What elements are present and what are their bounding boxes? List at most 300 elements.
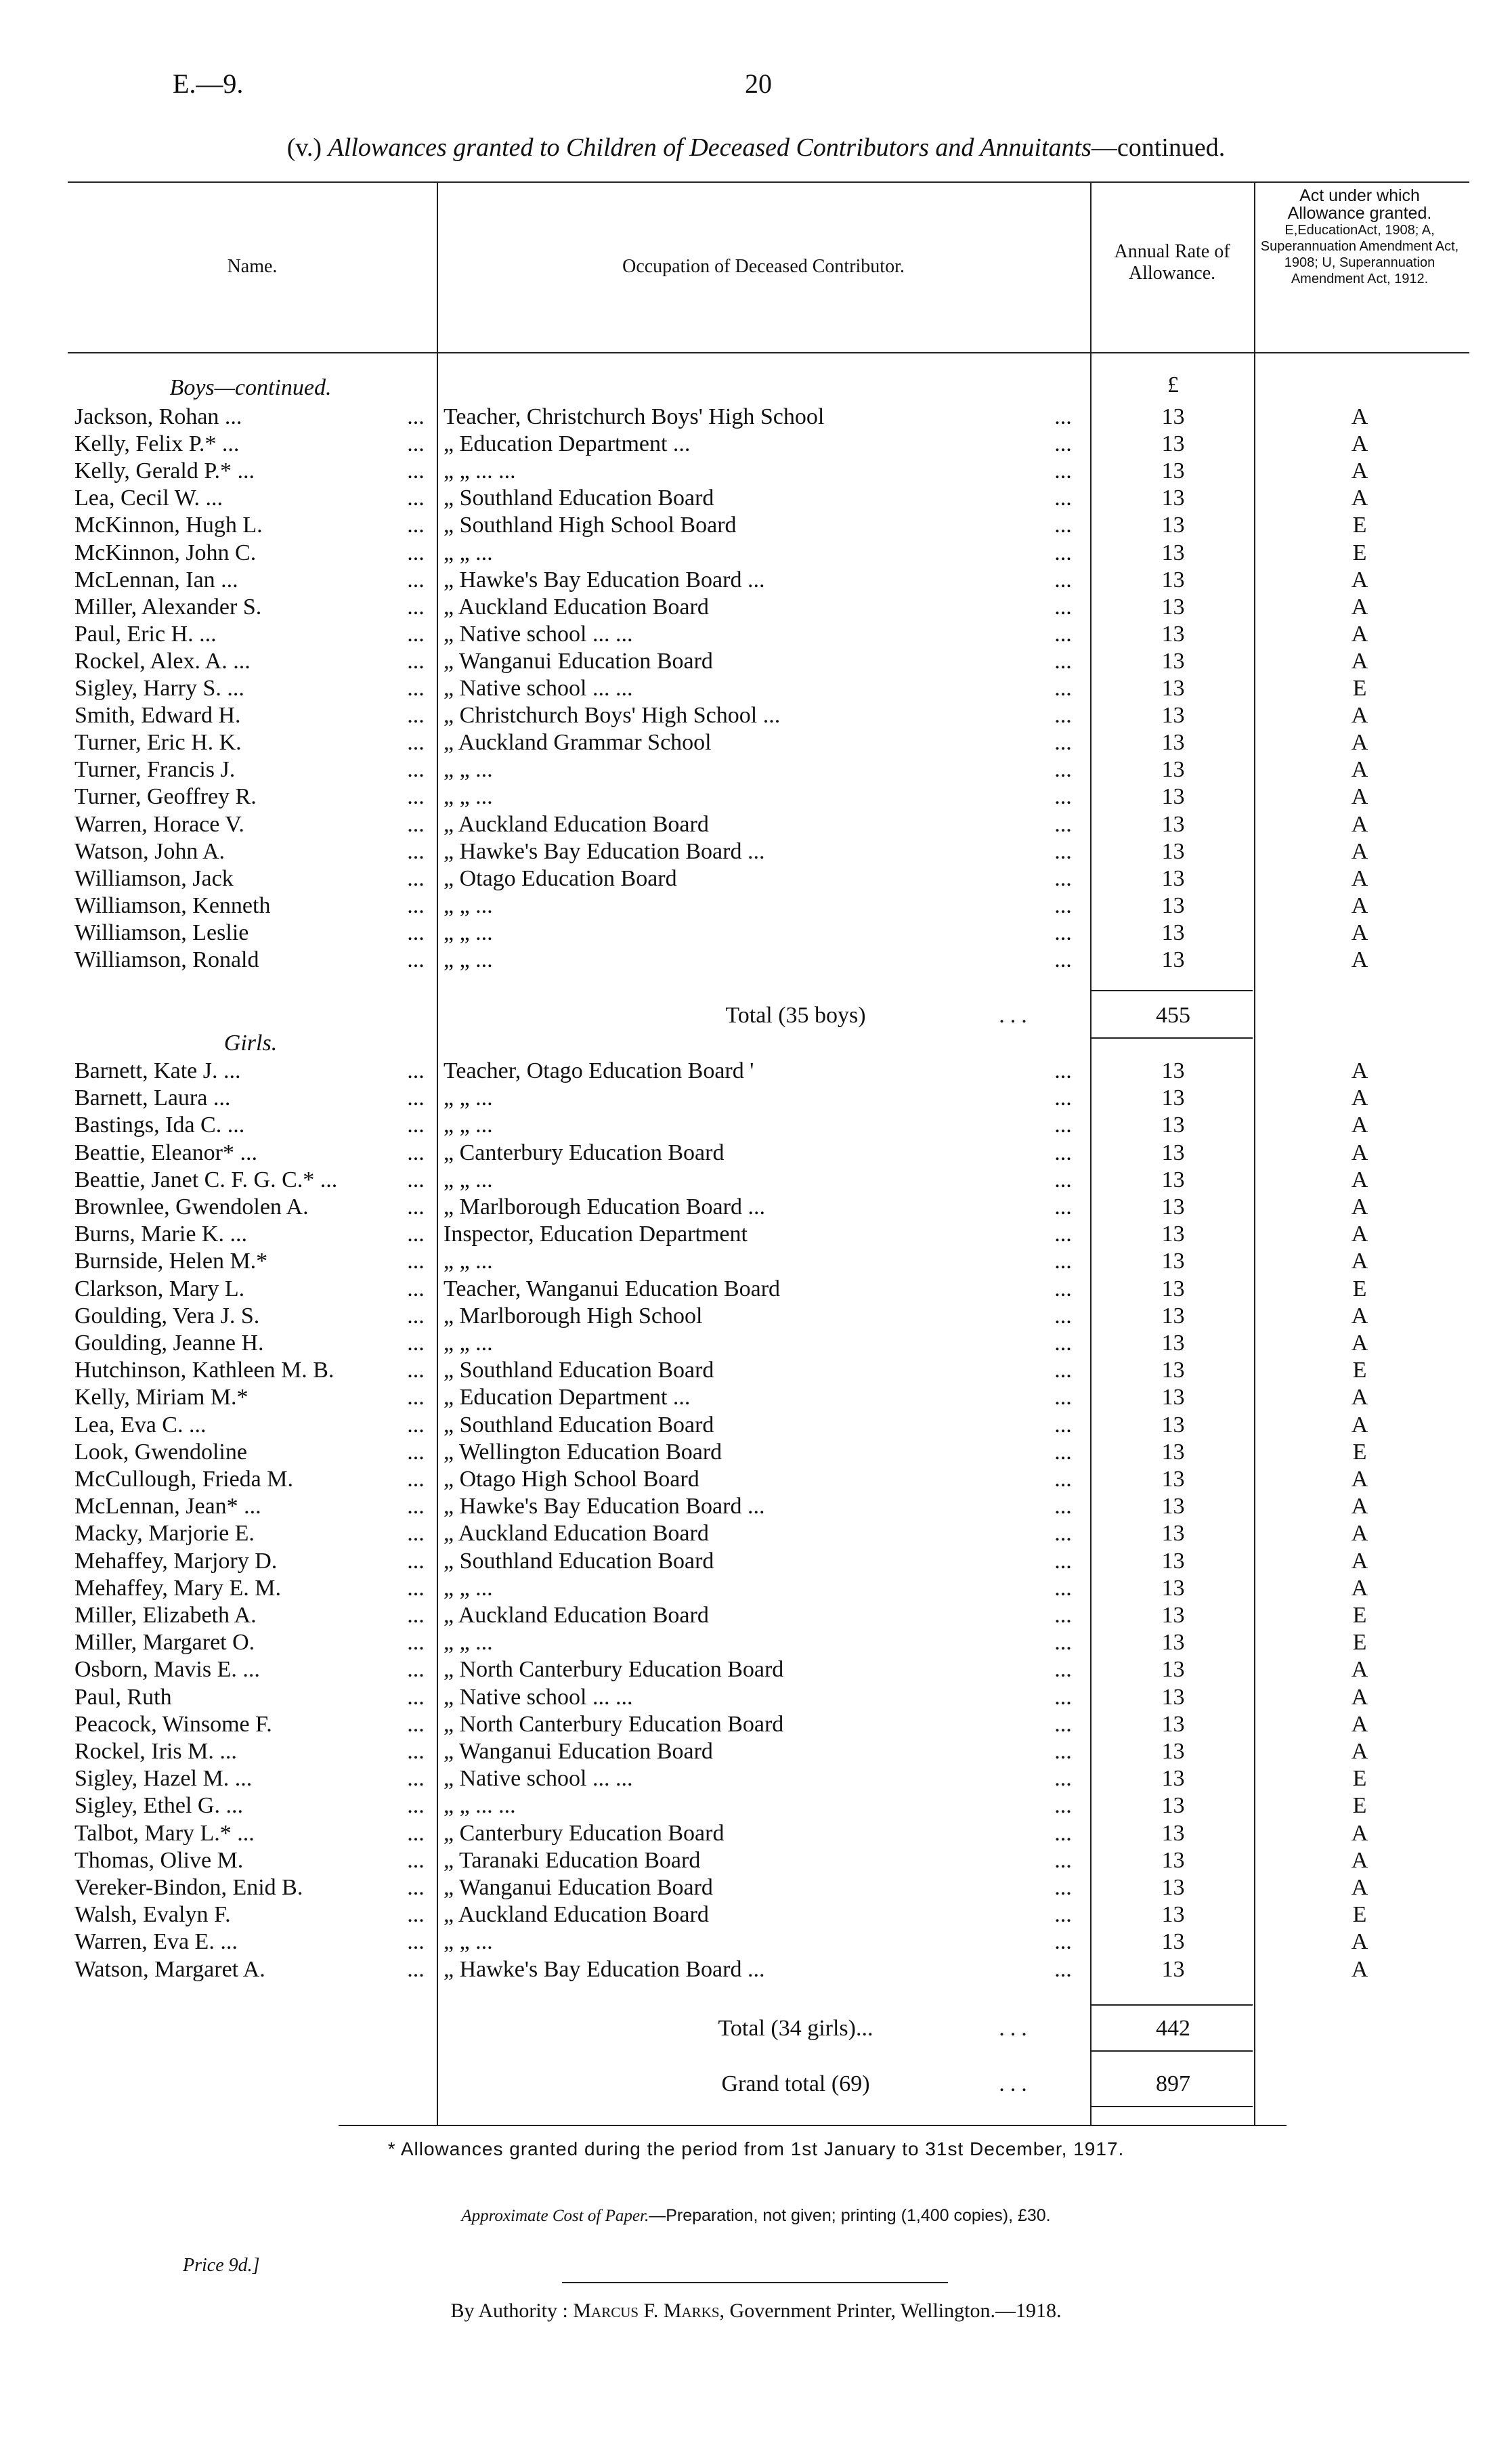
- act-cell: A: [1351, 920, 1368, 945]
- name-cell: Warren, Eva E. ...: [74, 1929, 238, 1955]
- act-cell: A: [1351, 1575, 1368, 1601]
- name-leader-dots: ...: [407, 431, 425, 457]
- occupation-leader-dots: ...: [1054, 1820, 1072, 1846]
- name-leader-dots: ...: [407, 1276, 425, 1301]
- rate-cell: 13: [1161, 757, 1185, 783]
- name-leader-dots: ...: [407, 1140, 425, 1165]
- rate-header-line1: Annual Rate of: [1114, 241, 1230, 262]
- table-row: [0, 1520, 1512, 1547]
- act-cell: A: [1351, 838, 1368, 864]
- rate-cell: 13: [1161, 1684, 1185, 1710]
- name-cell: Miller, Margaret O.: [74, 1630, 255, 1656]
- name-cell: Kelly, Gerald P.* ...: [74, 458, 255, 484]
- occupation-cell: „ Southland High School Board: [444, 513, 737, 538]
- rate-cell: 13: [1161, 1494, 1185, 1519]
- table-row: [0, 1548, 1512, 1575]
- table-row: [0, 1330, 1512, 1357]
- occupation-leader-dots: ...: [1054, 892, 1072, 918]
- occupation-cell: „ Taranaki Education Board: [444, 1847, 701, 1873]
- name-leader-dots: ...: [407, 1521, 425, 1547]
- table-row: [0, 702, 1512, 729]
- name-leader-dots: ...: [407, 1820, 425, 1846]
- rate-cell: 13: [1161, 1358, 1185, 1383]
- occupation-leader-dots: ...: [1054, 485, 1072, 511]
- occupation-leader-dots: ...: [1054, 1929, 1072, 1955]
- table-row: [0, 920, 1512, 947]
- grand-total-row: [0, 2069, 1512, 2099]
- name-leader-dots: ...: [407, 1412, 425, 1438]
- act-cell: A: [1351, 757, 1368, 783]
- column-header-act: [1258, 187, 1461, 287]
- occupation-leader-dots: ...: [1054, 811, 1072, 837]
- occupation-leader-dots: ...: [1054, 567, 1072, 592]
- table-row: [0, 621, 1512, 648]
- rate-cell: 13: [1161, 730, 1185, 756]
- rate-cell: 13: [1161, 1793, 1185, 1819]
- rate-cell: 13: [1161, 865, 1185, 891]
- name-leader-dots: ...: [407, 1766, 425, 1792]
- occupation-leader-dots: ...: [1054, 513, 1072, 538]
- occupation-cell: „ „ ... ...: [444, 1793, 516, 1819]
- rate-cell: 13: [1161, 1331, 1185, 1356]
- page-number: 20: [745, 68, 772, 99]
- occupation-leader-dots: ...: [1054, 1058, 1072, 1083]
- occupation-cell: „ „ ...: [444, 892, 493, 918]
- occupation-leader-dots: ...: [1054, 1603, 1072, 1628]
- occupation-leader-dots: ...: [1054, 1548, 1072, 1574]
- rate-cell: 13: [1161, 1575, 1185, 1601]
- name-cell: Kelly, Miriam M.*: [74, 1385, 249, 1410]
- occupation-leader-dots: ...: [1054, 1194, 1072, 1220]
- act-cell: A: [1351, 1249, 1368, 1274]
- table-row: [0, 1085, 1512, 1112]
- occupation-cell: „ „ ...: [444, 540, 493, 565]
- table-row: [0, 1901, 1512, 1928]
- table-row: [0, 811, 1512, 838]
- table-row: [0, 1058, 1512, 1085]
- act-cell: A: [1351, 1385, 1368, 1410]
- occupation-cell: „ Auckland Education Board: [444, 1521, 709, 1547]
- occupation-cell: „ Marlborough Education Board ...: [444, 1194, 765, 1220]
- act-cell: E: [1352, 1766, 1367, 1792]
- name-leader-dots: ...: [407, 1222, 425, 1247]
- act-cell: E: [1352, 540, 1367, 565]
- occupation-leader-dots: ...: [1054, 1303, 1072, 1329]
- name-leader-dots: ...: [407, 1058, 425, 1083]
- occupation-cell: „ Canterbury Education Board: [444, 1140, 725, 1165]
- occupation-cell: „ Southland Education Board: [444, 485, 714, 511]
- name-cell: McKinnon, Hugh L.: [74, 513, 263, 538]
- table-row: [0, 431, 1512, 458]
- rate-cell: 13: [1161, 1385, 1185, 1410]
- occupation-cell: „ Southland Education Board: [444, 1358, 714, 1383]
- act-cell: A: [1351, 730, 1368, 756]
- title-prefix: (v.): [286, 133, 322, 162]
- rate-cell: 13: [1161, 540, 1185, 565]
- table-row: [0, 1629, 1512, 1656]
- rate-cell: 13: [1161, 1630, 1185, 1656]
- act-cell: A: [1351, 594, 1368, 620]
- name-cell: Lea, Cecil W. ...: [74, 485, 223, 511]
- table-row: [0, 1493, 1512, 1520]
- table-row: [0, 1439, 1512, 1466]
- document-reference: E.—9.: [173, 68, 244, 99]
- table-row: [0, 1140, 1512, 1167]
- name-cell: Miller, Alexander S.: [74, 594, 262, 620]
- name-leader-dots: ...: [407, 811, 425, 837]
- name-leader-dots: ...: [407, 1303, 425, 1329]
- name-cell: Brownlee, Gwendolen A.: [74, 1194, 309, 1220]
- rate-cell: 13: [1161, 1085, 1185, 1111]
- footnote: * Allowances granted during the period from 1st January to 31st December, 1917.: [387, 2138, 1125, 2159]
- rate-cell: 13: [1161, 485, 1185, 511]
- rate-header-line2: Allowance.: [1128, 263, 1216, 284]
- act-cell: A: [1351, 784, 1368, 810]
- occupation-leader-dots: ...: [1054, 1412, 1072, 1438]
- act-cell: A: [1351, 1085, 1368, 1111]
- act-cell: A: [1351, 1521, 1368, 1547]
- name-leader-dots: ...: [407, 1739, 425, 1764]
- rate-cell: 13: [1161, 703, 1185, 729]
- name-leader-dots: ...: [407, 1331, 425, 1356]
- name-cell: Paul, Ruth: [74, 1684, 172, 1710]
- name-cell: Peacock, Winsome F.: [74, 1711, 272, 1737]
- occupation-cell: „ Native school ... ...: [444, 1766, 633, 1792]
- rate-cell: 13: [1161, 621, 1185, 647]
- table-row: [0, 1412, 1512, 1439]
- act-cell: A: [1351, 1929, 1368, 1955]
- act-cell: A: [1351, 485, 1368, 511]
- name-leader-dots: ...: [407, 1793, 425, 1819]
- act-cell: A: [1351, 811, 1368, 837]
- column-header-name: Name.: [227, 256, 278, 277]
- rate-cell: 13: [1161, 1847, 1185, 1873]
- table-row: [0, 485, 1512, 512]
- rate-cell: 13: [1161, 1249, 1185, 1274]
- name-leader-dots: ...: [407, 838, 425, 864]
- name-leader-dots: ...: [407, 621, 425, 647]
- occupation-cell: „ „ ...: [444, 947, 493, 972]
- name-cell: Rockel, Alex. A. ...: [74, 648, 251, 674]
- occupation-leader-dots: ...: [1054, 1140, 1072, 1165]
- occupation-leader-dots: ...: [1054, 1494, 1072, 1519]
- name-cell: Miller, Elizabeth A.: [74, 1603, 257, 1628]
- name-cell: Jackson, Rohan ...: [74, 404, 242, 429]
- name-leader-dots: ...: [407, 513, 425, 538]
- name-cell: McLennan, Jean* ...: [74, 1494, 261, 1519]
- rate-cell: 13: [1161, 458, 1185, 484]
- rate-cell: 13: [1161, 1276, 1185, 1301]
- name-leader-dots: ...: [407, 594, 425, 620]
- occupation-cell: „ Southland Education Board: [444, 1412, 714, 1438]
- table-row: [0, 1466, 1512, 1493]
- occupation-cell: „ „ ... ...: [444, 458, 516, 484]
- occupation-leader-dots: ...: [1054, 1847, 1072, 1873]
- act-cell: E: [1352, 1793, 1367, 1819]
- occupation-cell: „ Otago Education Board: [444, 865, 677, 891]
- act-cell: A: [1351, 1657, 1368, 1683]
- rate-cell: 13: [1161, 567, 1185, 592]
- occupation-cell: „ Southland Education Board: [444, 1548, 714, 1574]
- name-cell: Goulding, Jeanne H.: [74, 1331, 264, 1356]
- occupation-cell: „ Auckland Education Board: [444, 811, 709, 837]
- occupation-cell: Inspector, Education Department: [444, 1222, 748, 1247]
- table-title: [0, 133, 1512, 163]
- total-dots: ...: [999, 1003, 1033, 1028]
- occupation-leader-dots: ...: [1054, 1902, 1072, 1928]
- occupation-leader-dots: ...: [1054, 404, 1072, 429]
- table-row: [0, 947, 1512, 974]
- name-leader-dots: ...: [407, 404, 425, 429]
- name-cell: Sigley, Hazel M. ...: [74, 1766, 253, 1792]
- act-cell: A: [1351, 865, 1368, 891]
- cost-note-label: Approximate Cost of Paper.: [461, 2207, 649, 2225]
- occupation-cell: Teacher, Wanganui Education Board: [444, 1276, 781, 1301]
- occupation-cell: „ Christchurch Boys' High School ...: [444, 703, 781, 729]
- table-row: [0, 1847, 1512, 1874]
- name-leader-dots: ...: [407, 703, 425, 729]
- girls-total-row: [0, 2014, 1512, 2044]
- occupation-cell: „ „ ...: [444, 1929, 493, 1955]
- occupation-cell: „ Wanganui Education Board: [444, 1875, 713, 1900]
- rate-cell: 13: [1161, 1439, 1185, 1465]
- rate-cell: 13: [1161, 594, 1185, 620]
- rate-cell: 13: [1161, 1140, 1185, 1165]
- rate-cell: 13: [1161, 1412, 1185, 1438]
- table-row: [0, 838, 1512, 865]
- occupation-leader-dots: ...: [1054, 1113, 1072, 1138]
- occupation-cell: „ „ ...: [444, 1630, 493, 1656]
- occupation-cell: „ „ ...: [444, 1249, 493, 1274]
- act-cell: A: [1351, 1847, 1368, 1873]
- name-cell: Bastings, Ida C. ...: [74, 1113, 245, 1138]
- rate-cell: 13: [1161, 1113, 1185, 1138]
- grand-total-label: Grand total (69): [721, 2071, 870, 2096]
- occupation-leader-dots: ...: [1054, 1956, 1072, 1982]
- rate-cell: 13: [1161, 431, 1185, 457]
- girls-total-label: Total (34 girls)...: [718, 2016, 873, 2041]
- name-cell: Turner, Geoffrey R.: [74, 784, 257, 810]
- occupation-leader-dots: ...: [1054, 920, 1072, 945]
- occupation-cell: „ „ ...: [444, 920, 493, 945]
- name-cell: Sigley, Harry S. ...: [74, 676, 244, 701]
- name-cell: Kelly, Felix P.* ...: [74, 431, 240, 457]
- occupation-leader-dots: ...: [1054, 1167, 1072, 1192]
- name-cell: Sigley, Ethel G. ...: [74, 1793, 243, 1819]
- occupation-cell: „ Wanganui Education Board: [444, 648, 713, 674]
- act-cell: E: [1352, 1603, 1367, 1628]
- name-leader-dots: ...: [407, 1085, 425, 1111]
- act-cell: A: [1351, 1684, 1368, 1710]
- name-leader-dots: ...: [407, 1439, 425, 1465]
- occupation-leader-dots: ...: [1054, 1739, 1072, 1764]
- act-legend: E,EducationAct, 1908; A, Superannuation Amendment Act, 1908; U, Superannuation Amendment Act, 1912.: [1260, 223, 1459, 286]
- rate-cell: 13: [1161, 1739, 1185, 1764]
- act-cell: A: [1351, 567, 1368, 592]
- table-row: [0, 783, 1512, 811]
- name-cell: McLennan, Ian ...: [74, 567, 238, 592]
- rate-cell: 13: [1161, 1711, 1185, 1737]
- name-cell: Barnett, Kate J. ...: [74, 1058, 241, 1083]
- authority-suffix: , Government Printer, Wellington.—1918.: [719, 2300, 1062, 2322]
- name-leader-dots: ...: [407, 1657, 425, 1683]
- name-cell: McCullough, Frieda M.: [74, 1467, 293, 1492]
- name-leader-dots: ...: [407, 1902, 425, 1928]
- girls-total-rule-top: [1092, 2004, 1253, 2006]
- occupation-cell: „ Auckland Education Board: [444, 594, 709, 620]
- title-suffix: —continued.: [1091, 133, 1226, 162]
- rate-cell: 13: [1161, 404, 1185, 429]
- table-row: [0, 892, 1512, 920]
- name-cell: Burnside, Helen M.*: [74, 1249, 268, 1274]
- occupation-leader-dots: ...: [1054, 1766, 1072, 1792]
- name-cell: Warren, Horace V.: [74, 811, 244, 837]
- act-header-line2: Allowance granted.: [1287, 204, 1432, 223]
- name-cell: Turner, Eric H. K.: [74, 730, 242, 756]
- name-leader-dots: ...: [407, 730, 425, 756]
- occupation-cell: „ „ ...: [444, 1331, 493, 1356]
- occupation-leader-dots: ...: [1054, 1711, 1072, 1737]
- column-header-occupation: Occupation of Deceased Contributor.: [622, 256, 905, 277]
- name-cell: Beattie, Eleanor* ...: [74, 1140, 258, 1165]
- act-cell: A: [1351, 1711, 1368, 1737]
- grand-total-rule-bottom: [1092, 2106, 1253, 2107]
- rate-cell: 13: [1161, 892, 1185, 918]
- occupation-leader-dots: ...: [1054, 1385, 1072, 1410]
- occupation-leader-dots: ...: [1054, 1684, 1072, 1710]
- rate-cell: 13: [1161, 1058, 1185, 1083]
- occupation-leader-dots: ...: [1054, 1657, 1072, 1683]
- table-row: [0, 1248, 1512, 1275]
- occupation-leader-dots: ...: [1054, 1630, 1072, 1656]
- occupation-leader-dots: ...: [1054, 1276, 1072, 1301]
- name-cell: Williamson, Jack: [74, 865, 234, 891]
- act-cell: A: [1351, 1167, 1368, 1192]
- name-cell: Vereker-Bindon, Enid B.: [74, 1875, 303, 1900]
- table-row: [0, 1194, 1512, 1221]
- page-header: [0, 68, 1512, 108]
- rate-cell: 13: [1161, 1902, 1185, 1928]
- occupation-cell: Teacher, Christchurch Boys' High School: [444, 404, 825, 429]
- name-leader-dots: ...: [407, 784, 425, 810]
- name-cell: Osborn, Mavis E. ...: [74, 1657, 260, 1683]
- occupation-cell: „ Hawke's Bay Education Board ...: [444, 1494, 765, 1519]
- cost-note: [0, 2206, 1512, 2226]
- rate-cell: 13: [1161, 1956, 1185, 1982]
- occupation-leader-dots: ...: [1054, 703, 1072, 729]
- name-cell: Goulding, Vera J. S.: [74, 1303, 260, 1329]
- name-leader-dots: ...: [407, 757, 425, 783]
- rate-cell: 13: [1161, 1603, 1185, 1628]
- act-cell: A: [1351, 1058, 1368, 1083]
- act-cell: A: [1351, 1467, 1368, 1492]
- table-row: [0, 404, 1512, 431]
- table-row: [0, 1276, 1512, 1303]
- name-cell: Turner, Francis J.: [74, 757, 236, 783]
- act-cell: A: [1351, 1140, 1368, 1165]
- rate-cell: 13: [1161, 1222, 1185, 1247]
- occupation-cell: „ Native school ... ...: [444, 676, 633, 701]
- rate-cell: 13: [1161, 1875, 1185, 1900]
- act-cell: A: [1351, 1303, 1368, 1329]
- rate-cell: 13: [1161, 1194, 1185, 1220]
- table-row: [0, 729, 1512, 756]
- name-leader-dots: ...: [407, 458, 425, 484]
- table-row: [0, 1792, 1512, 1819]
- name-cell: Mehaffey, Marjory D.: [74, 1548, 278, 1574]
- occupation-cell: „ Auckland Grammar School: [444, 730, 712, 756]
- table-row: [0, 675, 1512, 702]
- rate-cell: 13: [1161, 1820, 1185, 1846]
- occupation-leader-dots: ...: [1054, 621, 1072, 647]
- occupation-leader-dots: ...: [1054, 1439, 1072, 1465]
- table-row: [0, 1928, 1512, 1956]
- occupation-leader-dots: ...: [1054, 1521, 1072, 1547]
- name-cell: Williamson, Ronald: [74, 947, 259, 972]
- table-row: [0, 1575, 1512, 1602]
- occupation-cell: „ „ ...: [444, 1085, 493, 1111]
- occupation-cell: „ Education Department ...: [444, 1385, 691, 1410]
- title-main: Allowances granted to Children of Deceased Contributors and Annuitants: [328, 133, 1092, 162]
- currency-symbol: £: [1167, 372, 1179, 397]
- occupation-leader-dots: ...: [1054, 757, 1072, 783]
- occupation-cell: „ „ ...: [444, 1167, 493, 1192]
- name-cell: Watson, John A.: [74, 838, 225, 864]
- authority-rule: [562, 2282, 948, 2283]
- act-cell: A: [1351, 1113, 1368, 1138]
- act-cell: E: [1352, 1439, 1367, 1465]
- name-leader-dots: ...: [407, 1113, 425, 1138]
- name-cell: Barnett, Laura ...: [74, 1085, 231, 1111]
- table-row: [0, 1167, 1512, 1194]
- rate-cell: 13: [1161, 1929, 1185, 1955]
- boys-section-title: Boys—continued.: [169, 375, 332, 400]
- occupation-cell: „ Native school ... ...: [444, 1684, 633, 1710]
- occupation-leader-dots: ...: [1054, 676, 1072, 701]
- occupation-leader-dots: ...: [1054, 431, 1072, 457]
- name-cell: Hutchinson, Kathleen M. B.: [74, 1358, 334, 1383]
- act-cell: A: [1351, 1222, 1368, 1247]
- rate-cell: 13: [1161, 676, 1185, 701]
- table-row: [0, 567, 1512, 594]
- girls-total-value: 442: [1156, 2016, 1190, 2041]
- act-cell: A: [1351, 1820, 1368, 1846]
- occupation-leader-dots: ...: [1054, 1875, 1072, 1900]
- name-leader-dots: ...: [407, 1847, 425, 1873]
- name-leader-dots: ...: [407, 892, 425, 918]
- name-leader-dots: ...: [407, 676, 425, 701]
- girls-section-title: Girls.: [223, 1031, 278, 1056]
- act-cell: A: [1351, 648, 1368, 674]
- rate-cell: 13: [1161, 1657, 1185, 1683]
- name-cell: Look, Gwendoline: [74, 1439, 247, 1465]
- name-leader-dots: ...: [407, 567, 425, 592]
- rate-cell: 13: [1161, 1521, 1185, 1547]
- boys-total-rule-bottom: [1092, 1037, 1253, 1039]
- name-leader-dots: ...: [407, 1249, 425, 1274]
- occupation-leader-dots: ...: [1054, 865, 1072, 891]
- cost-note-text: —Preparation, not given; printing (1,400 copies), £30.: [649, 2206, 1051, 2225]
- act-cell: E: [1352, 513, 1367, 538]
- name-leader-dots: ...: [407, 865, 425, 891]
- name-cell: Talbot, Mary L.* ...: [74, 1820, 255, 1846]
- table-row: [0, 648, 1512, 675]
- rate-cell: 13: [1161, 1167, 1185, 1192]
- total-dots: ...: [999, 2071, 1033, 2096]
- act-cell: A: [1351, 621, 1368, 647]
- act-cell: E: [1352, 1276, 1367, 1301]
- authority-prefix: By Authority :: [450, 2300, 568, 2322]
